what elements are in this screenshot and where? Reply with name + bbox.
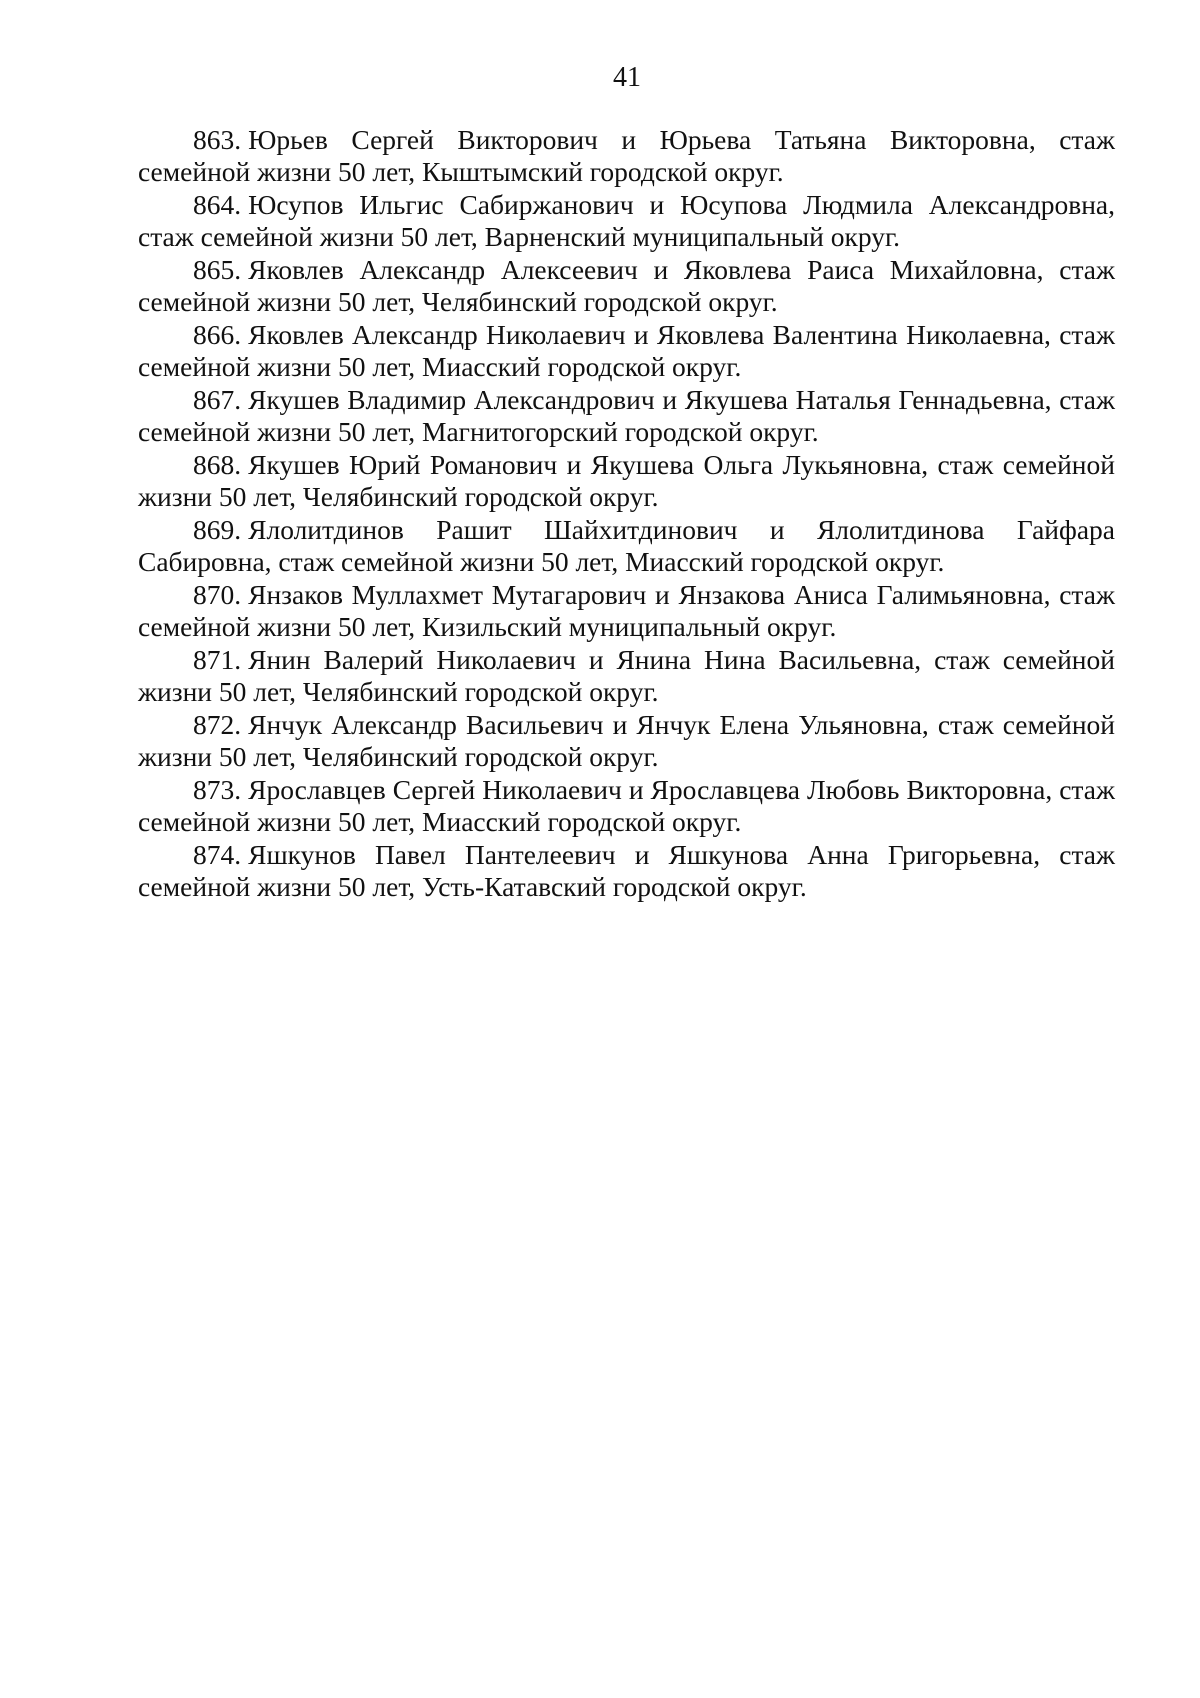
list-item (138, 384, 1115, 448)
list-item (138, 189, 1115, 253)
entry-number: 868. (193, 449, 242, 480)
entry-number: 874. (193, 839, 242, 870)
entry-text: Янин Валерий Николаевич и Янина Нина Васильевна, стаж семейной жизни 50 лет, Челябинский городской округ. (138, 644, 1115, 707)
entry-text: Янзаков Муллахмет Мутагарович и Янзакова Аниса Галимьяновна, стаж семейной жизни 50 лет, Кизильский муниципальный округ. (138, 579, 1115, 642)
list-item (138, 319, 1115, 383)
list-item (138, 709, 1115, 773)
entry-text: Якушев Юрий Романович и Якушева Ольга Лукьяновна, стаж семейной жизни 50 лет, Челябинский городской округ. (138, 449, 1115, 512)
award-list (138, 124, 1115, 904)
entry-number: 873. (193, 774, 242, 805)
list-item (138, 839, 1115, 903)
list-item (138, 449, 1115, 513)
list-item (138, 254, 1115, 318)
list-item (138, 514, 1115, 578)
list-item (138, 579, 1115, 643)
entry-number: 871. (193, 644, 242, 675)
entry-number: 863. (193, 124, 242, 155)
entry-number: 866. (193, 319, 242, 350)
entry-text: Ярославцев Сергей Николаевич и Ярославцева Любовь Викторовна, стаж семейной жизни 50 лет, Миасский городской округ. (138, 774, 1115, 837)
entry-number: 872. (193, 709, 242, 740)
entry-text: Ялолитдинов Рашит Шайхитдинович и Ялолитдинова Гайфара Сабировна, стаж семейной жизни 50 лет, Миасский городской округ. (138, 514, 1115, 577)
entry-text: Якушев Владимир Александрович и Якушева Наталья Геннадьевна, стаж семейной жизни 50 лет, Магнитогорский городской округ. (138, 384, 1115, 447)
page-number: 41 (613, 62, 641, 93)
entry-number: 870. (193, 579, 242, 610)
entry-text: Юрьев Сергей Викторович и Юрьева Татьяна Викторовна, стаж семейной жизни 50 лет, Кыштымский городской округ. (138, 124, 1115, 187)
entry-number: 869. (193, 514, 242, 545)
entry-number: 865. (193, 254, 242, 285)
entry-text: Янчук Александр Васильевич и Янчук Елена Ульяновна, стаж семейной жизни 50 лет, Челябинский городской округ. (138, 709, 1115, 772)
list-item (138, 774, 1115, 838)
entry-text: Яшкунов Павел Пантелеевич и Яшкунова Анна Григорьевна, стаж семейной жизни 50 лет, Усть-Катавский городской округ. (138, 839, 1115, 902)
list-item (138, 124, 1115, 188)
entry-number: 864. (193, 189, 242, 220)
entry-text: Юсупов Ильгис Сабиржанович и Юсупова Людмила Александровна, стаж семейной жизни 50 лет, Варненский муниципальный округ. (138, 189, 1115, 252)
entry-number: 867. (193, 384, 242, 415)
entry-text: Яковлев Александр Алексеевич и Яковлева Раиса Михайловна, стаж семейной жизни 50 лет, Челябинский городской округ. (138, 254, 1115, 317)
entry-text: Яковлев Александр Николаевич и Яковлева Валентина Николаевна, стаж семейной жизни 50 лет, Миасский городской округ. (138, 319, 1115, 382)
list-item (138, 644, 1115, 708)
